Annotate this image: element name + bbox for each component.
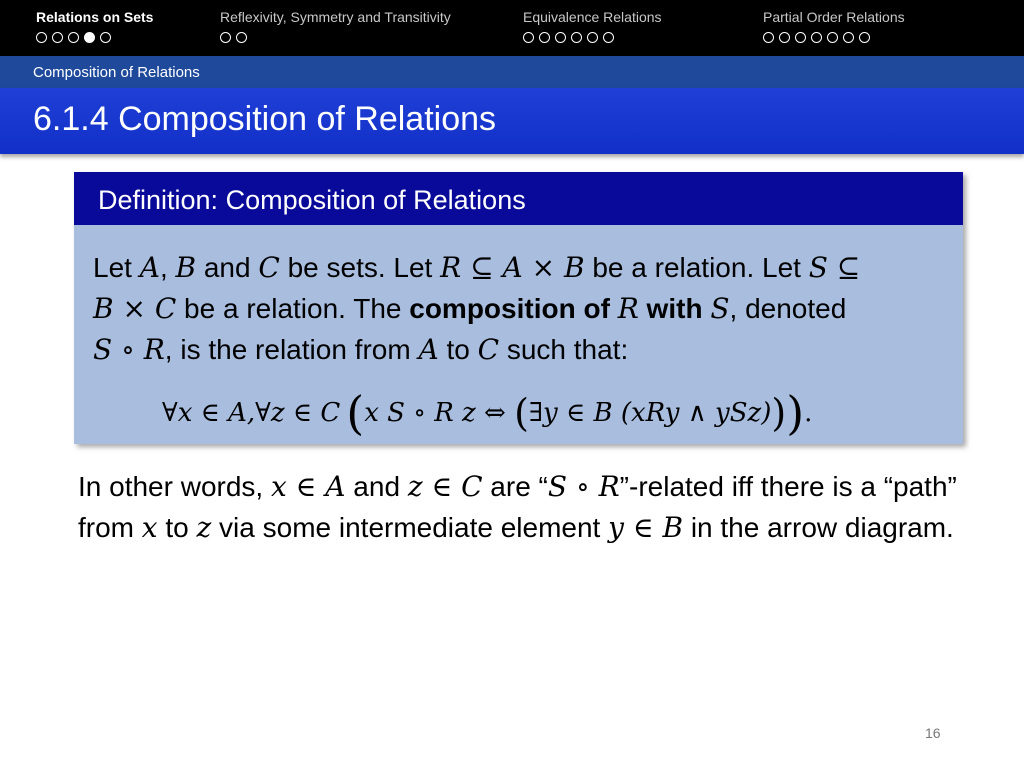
- math-expression: S ∘ R: [547, 470, 620, 503]
- slide-dot[interactable]: [843, 32, 854, 43]
- slide-dot[interactable]: [763, 32, 774, 43]
- explanation-paragraph: [78, 466, 998, 548]
- page-number: 16: [925, 725, 941, 741]
- slide-dot[interactable]: [236, 32, 247, 43]
- text: In other words,: [78, 471, 271, 502]
- math-expression: S ∘ R: [93, 333, 165, 366]
- text: , is the relation from: [164, 334, 419, 365]
- math-expression: x ∈ A: [270, 470, 346, 503]
- text: ”-related iff there is a “path” from: [78, 471, 957, 543]
- math-symbol: A: [418, 333, 439, 366]
- definition-title: Definition: Composition of Relations: [98, 185, 526, 215]
- math-operator: ×: [522, 251, 564, 284]
- text: be a relation. Let: [584, 252, 809, 283]
- definition-block: [74, 172, 963, 444]
- math-symbol: S: [710, 292, 730, 325]
- math-symbol: B: [175, 251, 197, 284]
- math-symbol: S: [808, 251, 828, 284]
- text: to: [438, 334, 478, 365]
- text: , denoted: [729, 293, 847, 324]
- slide-dot-current[interactable]: [84, 32, 95, 43]
- math-expression: z ∈ C: [407, 470, 483, 503]
- slide-dot[interactable]: [859, 32, 870, 43]
- nav-section-equivalence[interactable]: [523, 8, 662, 43]
- formula-period: .: [804, 398, 813, 428]
- bold-term: with: [638, 293, 711, 324]
- slide-dot[interactable]: [555, 32, 566, 43]
- text: be a relation. The: [176, 293, 410, 324]
- slide-dot[interactable]: [827, 32, 838, 43]
- bold-term: composition of: [409, 293, 618, 324]
- nav-dots: [763, 31, 905, 43]
- big-right-paren: ): [786, 386, 805, 440]
- text: ,: [159, 252, 176, 283]
- slide-dot[interactable]: [68, 32, 79, 43]
- slide-dot[interactable]: [571, 32, 582, 43]
- subsection-bar: [0, 56, 1024, 88]
- slide-dot[interactable]: [811, 32, 822, 43]
- math-symbol: B: [93, 292, 114, 325]
- definition-line-2: [93, 288, 963, 329]
- text: via some intermediate element: [211, 512, 609, 543]
- formula-right-side: ∃y ∈ B (xRy ∧ ySz): [528, 398, 772, 428]
- math-symbol: C: [477, 333, 500, 366]
- nav-section-partial-order[interactable]: [763, 8, 905, 43]
- subsection-label: Composition of Relations: [33, 64, 200, 81]
- slide-dot[interactable]: [587, 32, 598, 43]
- nav-dots: [523, 31, 662, 43]
- formula-left-side: x S ∘ R z ⇔: [364, 398, 515, 428]
- slide-dot[interactable]: [100, 32, 111, 43]
- text: such that:: [499, 334, 629, 365]
- nav-dots: [36, 31, 153, 43]
- section-navigation: [0, 0, 1024, 56]
- big-left-paren: (: [514, 391, 529, 435]
- frame-title-bar: [0, 88, 1024, 154]
- slide-dot[interactable]: [603, 32, 614, 43]
- math-expression: y ∈ B: [608, 511, 684, 544]
- definition-line-1: [93, 247, 963, 288]
- math-symbol: R: [440, 251, 462, 284]
- text: be sets. Let: [279, 252, 441, 283]
- math-symbol: R: [617, 292, 639, 325]
- big-right-paren: ): [771, 391, 787, 435]
- nav-section-reflexivity[interactable]: [220, 8, 451, 43]
- math-symbol: C: [258, 251, 280, 284]
- slide-dot[interactable]: [523, 32, 534, 43]
- slide-dot[interactable]: [36, 32, 47, 43]
- nav-section-title[interactable]: Partial Order Relations: [763, 9, 905, 25]
- slide-dot[interactable]: [539, 32, 550, 43]
- nav-dots: [220, 31, 451, 43]
- math-symbol: z: [196, 511, 212, 544]
- math-symbol: B: [563, 251, 585, 284]
- text: to: [157, 512, 197, 543]
- text: and: [345, 471, 408, 502]
- nav-section-title[interactable]: Equivalence Relations: [523, 9, 662, 25]
- formula-quantifiers: ∀x ∈ A,∀z ∈ C: [162, 398, 341, 428]
- math-symbol: x: [141, 511, 158, 544]
- slide-dot[interactable]: [779, 32, 790, 43]
- slide-dot[interactable]: [220, 32, 231, 43]
- math-operator: ×: [113, 292, 155, 325]
- text: and: [196, 252, 259, 283]
- math-operator: ⊆: [461, 251, 503, 284]
- text: in the arrow diagram.: [683, 512, 954, 543]
- definition-header: [74, 172, 963, 225]
- text: are “: [482, 471, 548, 502]
- slide-dot[interactable]: [52, 32, 63, 43]
- definition-body: [74, 225, 963, 444]
- nav-section-title[interactable]: Reflexivity, Symmetry and Transitivity: [220, 9, 451, 25]
- text: Let: [93, 252, 140, 283]
- math-symbol: A: [502, 251, 523, 284]
- frame-title: 6.1.4 Composition of Relations: [33, 100, 497, 138]
- math-symbol: A: [139, 251, 160, 284]
- nav-section-relations-on-sets[interactable]: [36, 8, 153, 43]
- nav-section-title[interactable]: Relations on Sets: [36, 9, 154, 25]
- big-left-paren: (: [346, 386, 365, 440]
- math-symbol: C: [154, 292, 177, 325]
- definition-line-3: [93, 329, 963, 370]
- definition-formula: [162, 386, 813, 440]
- slide-dot[interactable]: [795, 32, 806, 43]
- math-operator: ⊆: [827, 251, 861, 284]
